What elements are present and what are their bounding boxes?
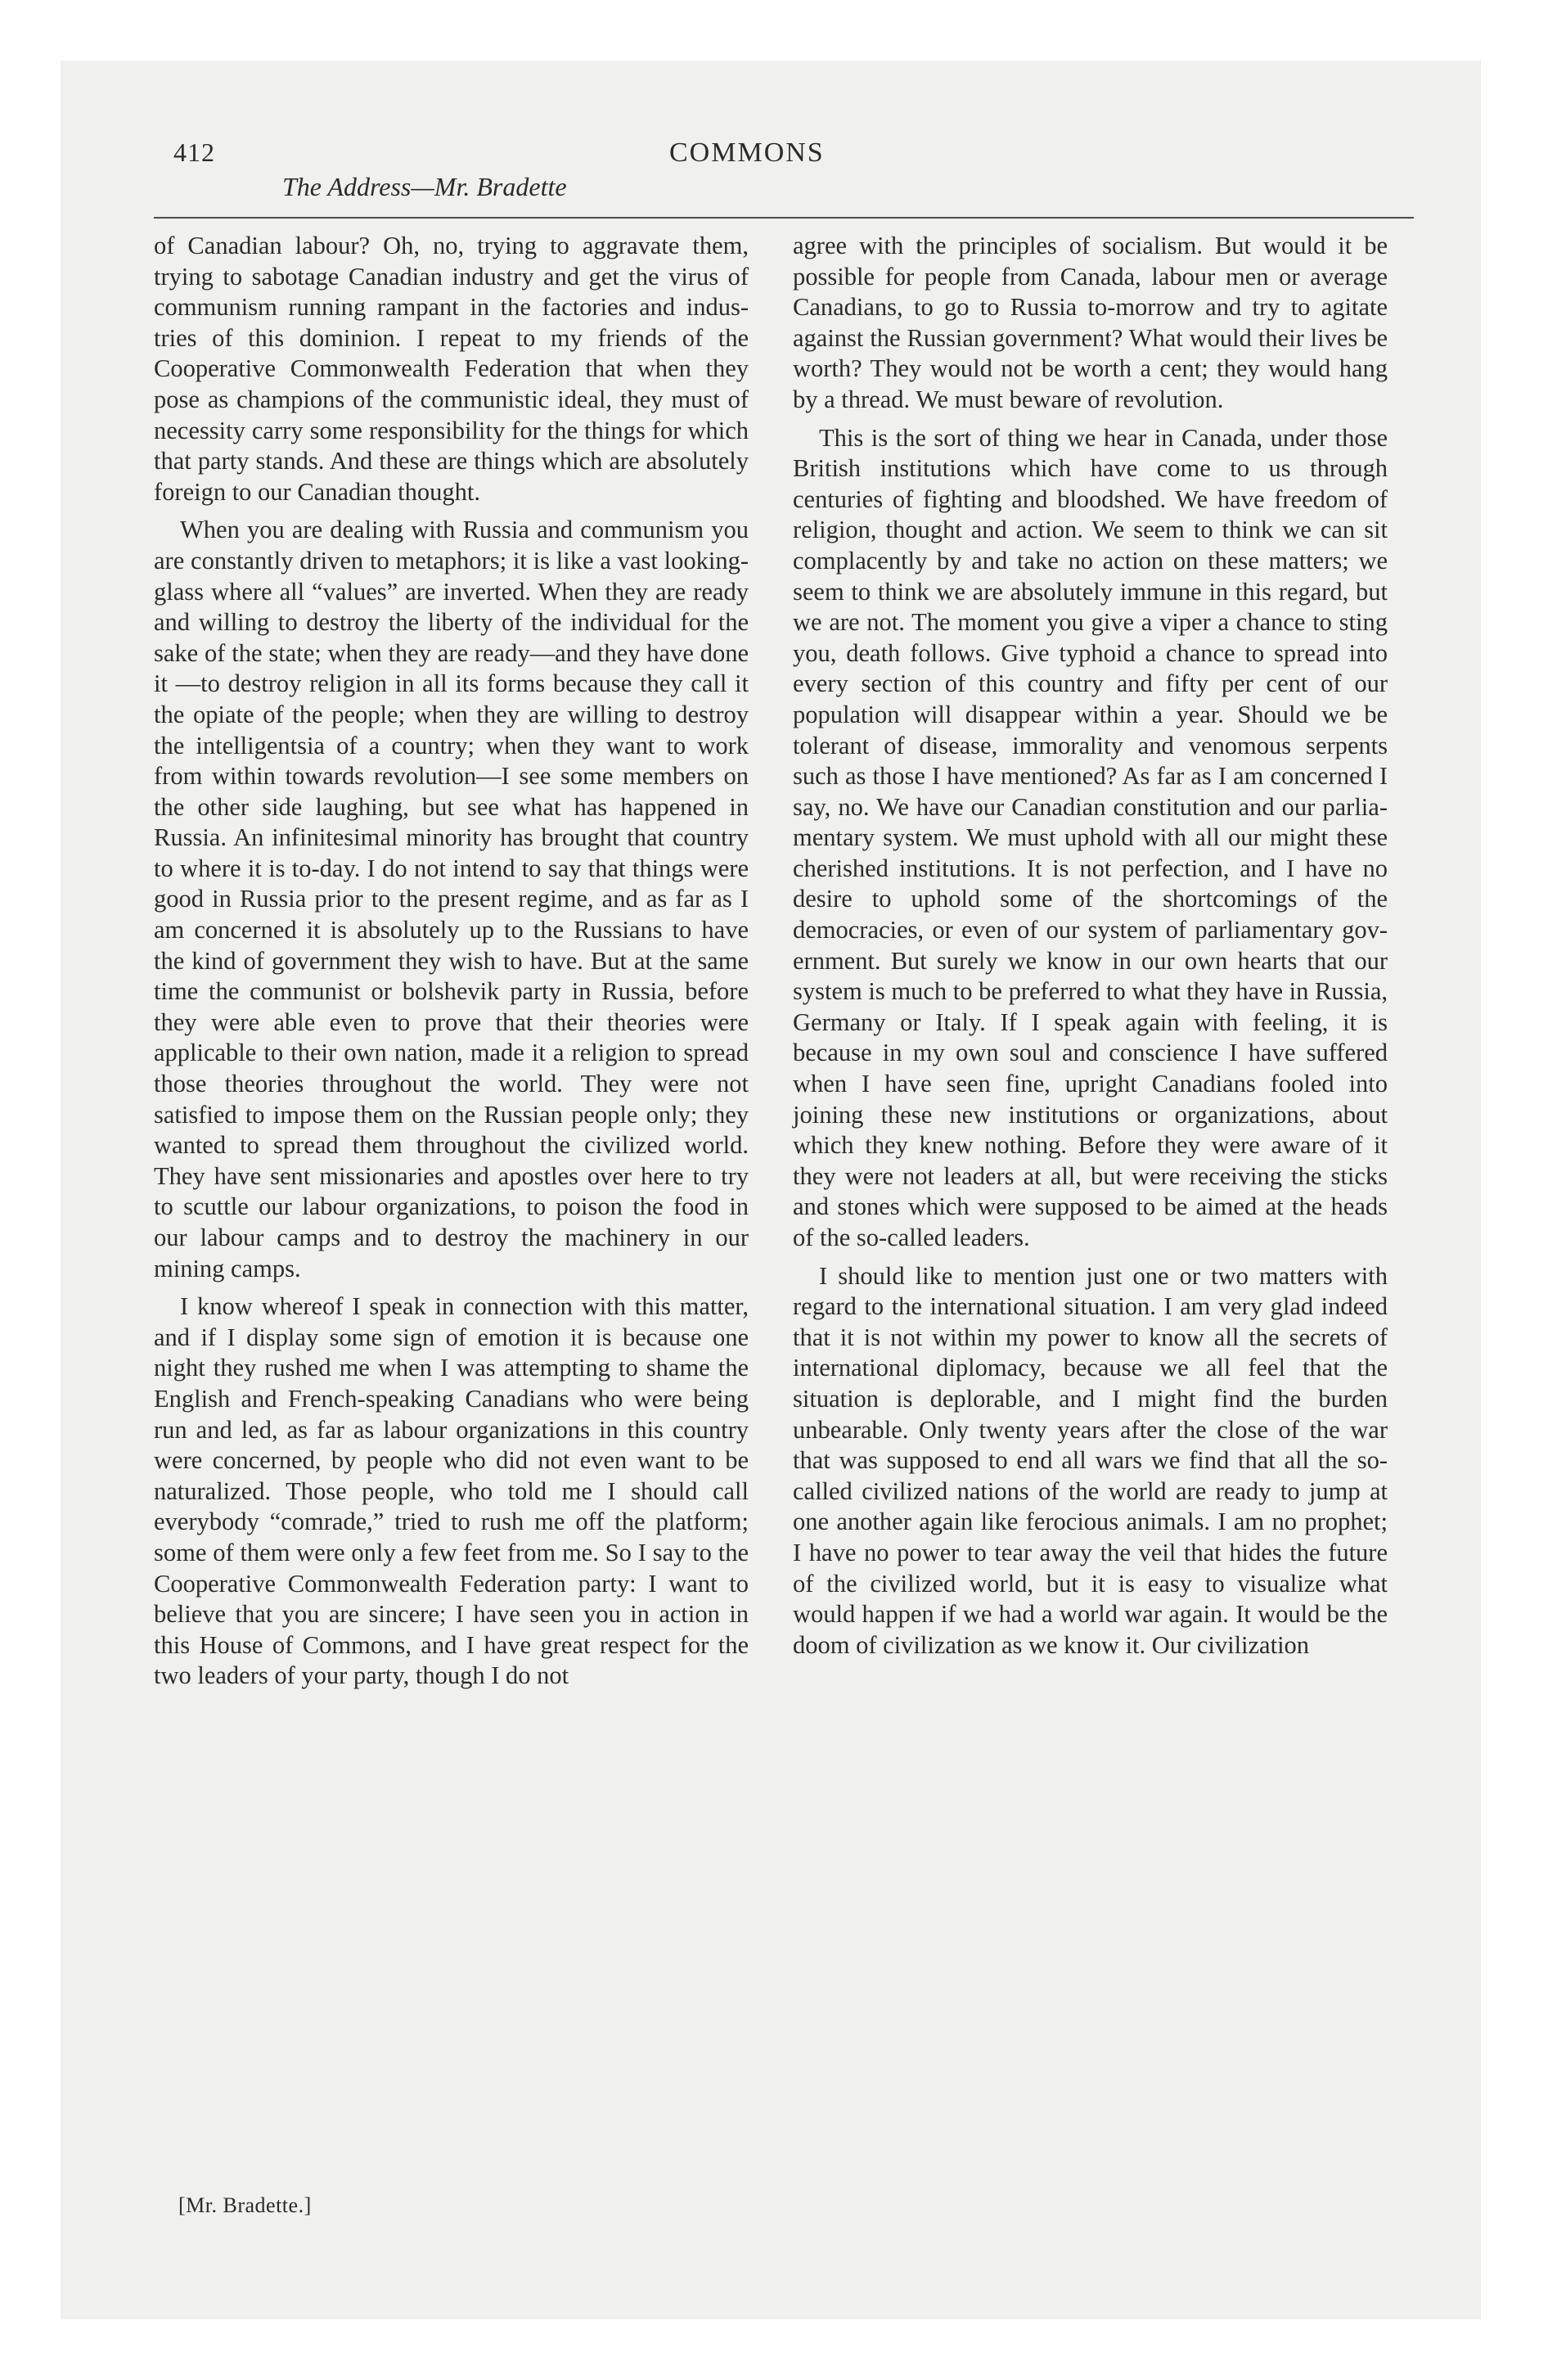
running-subtitle: The Address—Mr. Bradette bbox=[282, 172, 567, 201]
paragraph: I know whereof I speak in connection with this matter, and if I display some sign of emotion it is because one night they rushed me when I was attempting to shame the English and French-speaking Canadians who were being run and led, as far as labour organizations in this country were concerned, by people who did not even want to be naturalized. Those people, who told me I should call everybody “comrade,” tried to rush me off the platform; some of them were only a few feet from me. So I say to the Cooperative Commonwealth Federation party: I want to believe that you are sincere; I have seen you in action in this House of Commons, and I have great respect for the two leaders of your party, though I do not bbox=[154, 1292, 749, 1690]
paragraph: agree with the principles of socialism. But would it be possible for people from Canada, labour men or average Canadians, to go to Russia to-morrow and try to agitate against the Russian government? What would their lives be worth? They would not be worth a cent; they would hang by a thread. We must beware of revolution. bbox=[793, 232, 1388, 413]
left-column bbox=[154, 231, 749, 1692]
paragraph: When you are dealing with Russia and communism you are constantly driven to metaphors; it is like a vast looking-glass where all “values” are inverted. When they are ready and willing to destroy the liberty of the individual for the sake of the state; when they are ready—and they have done it —to destroy religion in all its forms because they call it the opiate of the people; when they are willing to destroy the intelligentsia of a country; when they want to work from within towards revolution—I see some members on the other side laughing, but see what has happened in Russia. An infinitesimal minority has brought that country to where it is to-day. I do not intend to say that things were good in Russia prior to the present regime, and as far as I am concerned it is absolutely up to the Russians to have the kind of government they wish to have. But at the same time the communist or bolshevik party in Russia, before they were able even to prove that their theories were applicable to their own nation, made it a religion to spread those theories throughout the world. They were not satisfied to impose them on the Russian people only; they wanted to spread them throughout the civilized world. They have sent missionaries and apostles over here to try to scuttle our labour organizations, to poison the food in our labour camps and to destroy the machinery in our mining camps. bbox=[154, 516, 749, 1282]
paragraph: This is the sort of thing we hear in Canada, under those British institutions which have come to us through centuries of fighting and bloodshed. We have freedom of religion, thought and action. We seem to think we can sit complacently by and take no action on these matters; we seem to think we are absolutely immune in this regard, but we are not. The moment you give a viper a chance to sting you, death follows. Give typhoid a chance to spread into every section of this country and fifty per cent of our population will disappear within a year. Should we be tolerant of disease, immorality and venomous serpents such as those I have mentioned? As far as I am concerned I say, no. We have our Canadian constitution and our parliamentary system. We must uphold with all our might these cherished institutions. It is not perfection, and I have no desire to uphold some of the shortcomings of the democracies, or even of our system of parliamentary government. But surely we know in our own hearts that our system is much to be preferred to what they have in Russia, Germany or Italy. If I speak again with feeling, it is because in my own soul and conscience I have suffered when I have seen fine, upright Canadians fooled into joining these new institutions or organizations, about which they knew nothing. Before they were aware of it they were not leaders at all, but were receiving the sticks and stones which were supposed to be aimed at the heads of the so-called leaders. bbox=[793, 423, 1388, 1251]
right-column bbox=[793, 231, 1388, 1661]
paragraph: of Canadian labour? Oh, no, trying to aggravate them, trying to sabotage Canadian industry and get the virus of communism running rampant in the factories and industries of this dominion. I repeat to my friends of the Cooperative Commonwealth Federation that when they pose as champions of the communistic ideal, they must of necessity carry some responsibility for the things for which that party stands. And these are things which are absolutely foreign to our Canadian thought. bbox=[154, 232, 749, 506]
page-number: 412 bbox=[173, 137, 215, 167]
running-title: COMMONS bbox=[669, 137, 825, 168]
header-rule bbox=[154, 217, 1414, 219]
paragraph: I should like to mention just one or two matters with regard to the international situation. I am very glad indeed that it is not within my power to know all the secrets of international diplomacy, because we all feel that the situation is deplorable, and I might find the burden unbearable. Only twenty years after the close of the war that was supposed to end all wars we find that all the so-called civilized nations of the world are ready to jump at one another again like ferocious animals. I am no prophet; I have no power to tear away the veil that hides the future of the civilized world, but it is easy to visualize what would happen if we had a world war again. It would be the doom of civilization as we know it. Our civilization bbox=[793, 1261, 1388, 1659]
speaker-footnote: [Mr. Bradette.] bbox=[178, 2193, 312, 2217]
